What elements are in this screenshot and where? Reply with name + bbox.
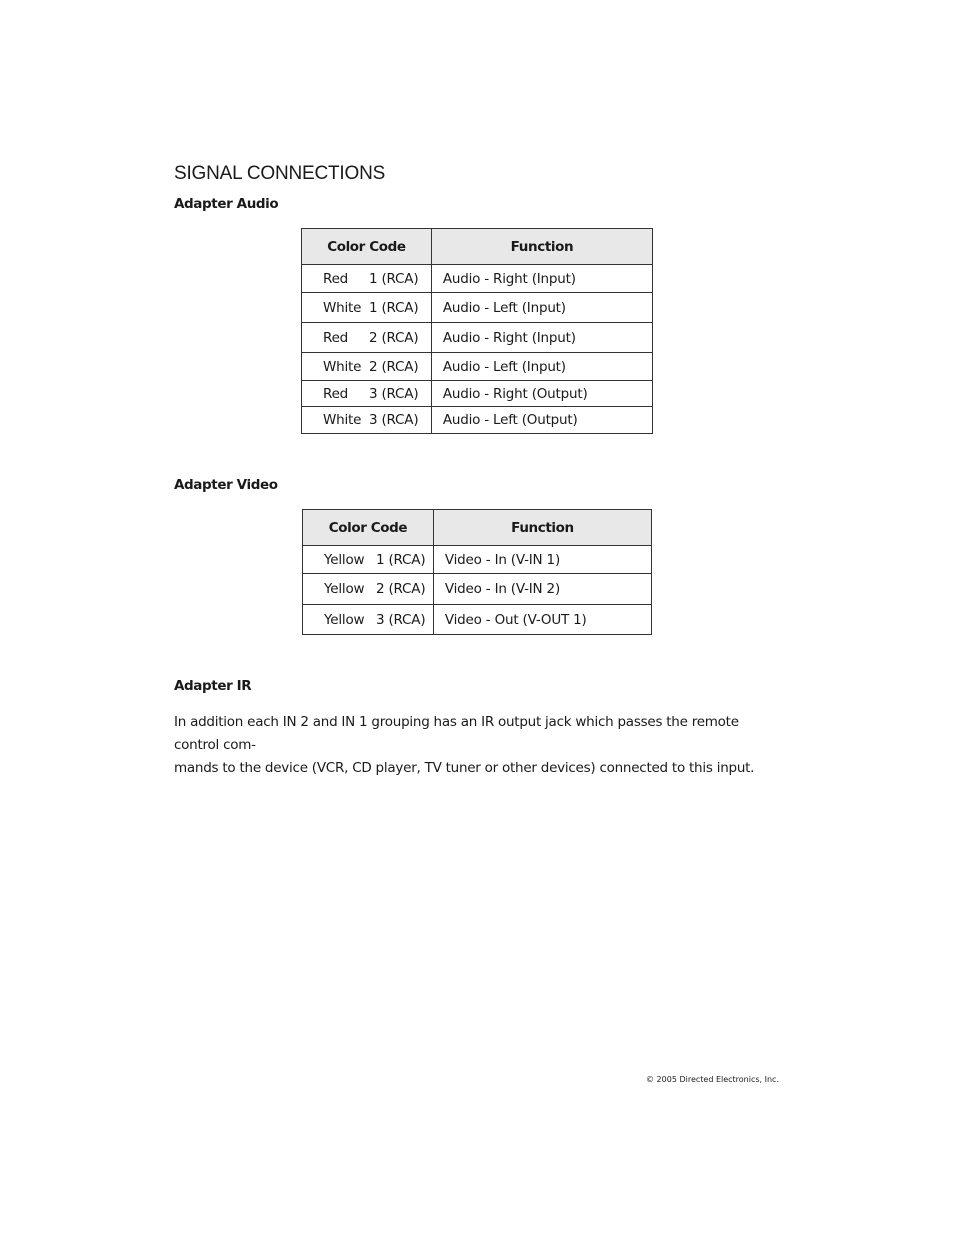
video-heading: Adapter Video [174, 477, 278, 493]
ir-description-line: In addition each IN 2 and IN 1 grouping has an IR output jack which passes the remote control com- [174, 714, 739, 753]
color-name: White [323, 412, 362, 428]
color-code-cell [302, 407, 432, 434]
connector-number: 3 (RCA) [369, 385, 419, 402]
table-row [302, 265, 653, 293]
audio-heading: Adapter Audio [174, 196, 279, 212]
color-code-cell [303, 574, 434, 605]
connector-number: 2 (RCA) [376, 581, 426, 597]
table-row [302, 323, 653, 353]
connector-number: 3 (RCA) [369, 412, 419, 428]
page-title: SIGNAL CONNECTIONS [174, 163, 386, 184]
color-name: White [323, 299, 362, 316]
connector-number: 1 (RCA) [376, 551, 426, 568]
table-row [303, 546, 652, 574]
function-cell: Audio - Right (Output) [431, 381, 652, 407]
audio-col-color-code: Color Code [302, 229, 432, 265]
table-row [302, 381, 653, 407]
ir-heading: Adapter IR [174, 678, 252, 694]
function-cell: Audio - Left (Input) [431, 353, 652, 381]
color-name: Red [323, 385, 349, 402]
color-code-cell [303, 605, 434, 635]
color-code-cell [302, 293, 432, 323]
function-cell: Audio - Right (Input) [431, 323, 652, 353]
color-code-cell [302, 323, 432, 353]
color-name: White [323, 358, 362, 375]
function-cell: Video - In (V-IN 2) [433, 574, 651, 605]
video-col-function: Function [433, 510, 651, 546]
function-cell: Audio - Left (Input) [431, 293, 652, 323]
audio-table [301, 228, 653, 434]
color-code-cell [303, 546, 434, 574]
color-code-cell [302, 381, 432, 407]
connector-number: 2 (RCA) [369, 329, 419, 346]
color-name: Red [323, 329, 349, 346]
connector-number: 1 (RCA) [369, 299, 419, 316]
color-name: Yellow [324, 551, 365, 568]
color-name: Yellow [324, 611, 365, 628]
video-col-color-code: Color Code [303, 510, 434, 546]
video-table [302, 509, 652, 635]
table-row [302, 353, 653, 381]
connector-number: 2 (RCA) [369, 358, 419, 375]
table-row [302, 293, 653, 323]
function-cell: Video - Out (V-OUT 1) [433, 605, 651, 635]
function-cell: Audio - Left (Output) [431, 407, 652, 434]
color-name: Yellow [324, 581, 365, 597]
color-code-cell [302, 265, 432, 293]
function-cell: Video - In (V-IN 1) [433, 546, 651, 574]
audio-col-function: Function [431, 229, 652, 265]
audio-table-header [302, 229, 653, 265]
color-name: Red [323, 270, 349, 287]
table-row [303, 574, 652, 605]
connector-number: 1 (RCA) [369, 270, 419, 287]
ir-description-line: mands to the device (VCR, CD player, TV tuner or other devices) connected to this input. [174, 760, 755, 776]
function-cell: Audio - Right (Input) [431, 265, 652, 293]
copyright-footer: © 2005 Directed Electronics, Inc. [646, 1075, 779, 1084]
table-row [302, 407, 653, 434]
video-table-header [303, 510, 652, 546]
table-row [303, 605, 652, 635]
connector-number: 3 (RCA) [376, 611, 426, 628]
ir-description [174, 711, 786, 780]
color-code-cell [302, 353, 432, 381]
